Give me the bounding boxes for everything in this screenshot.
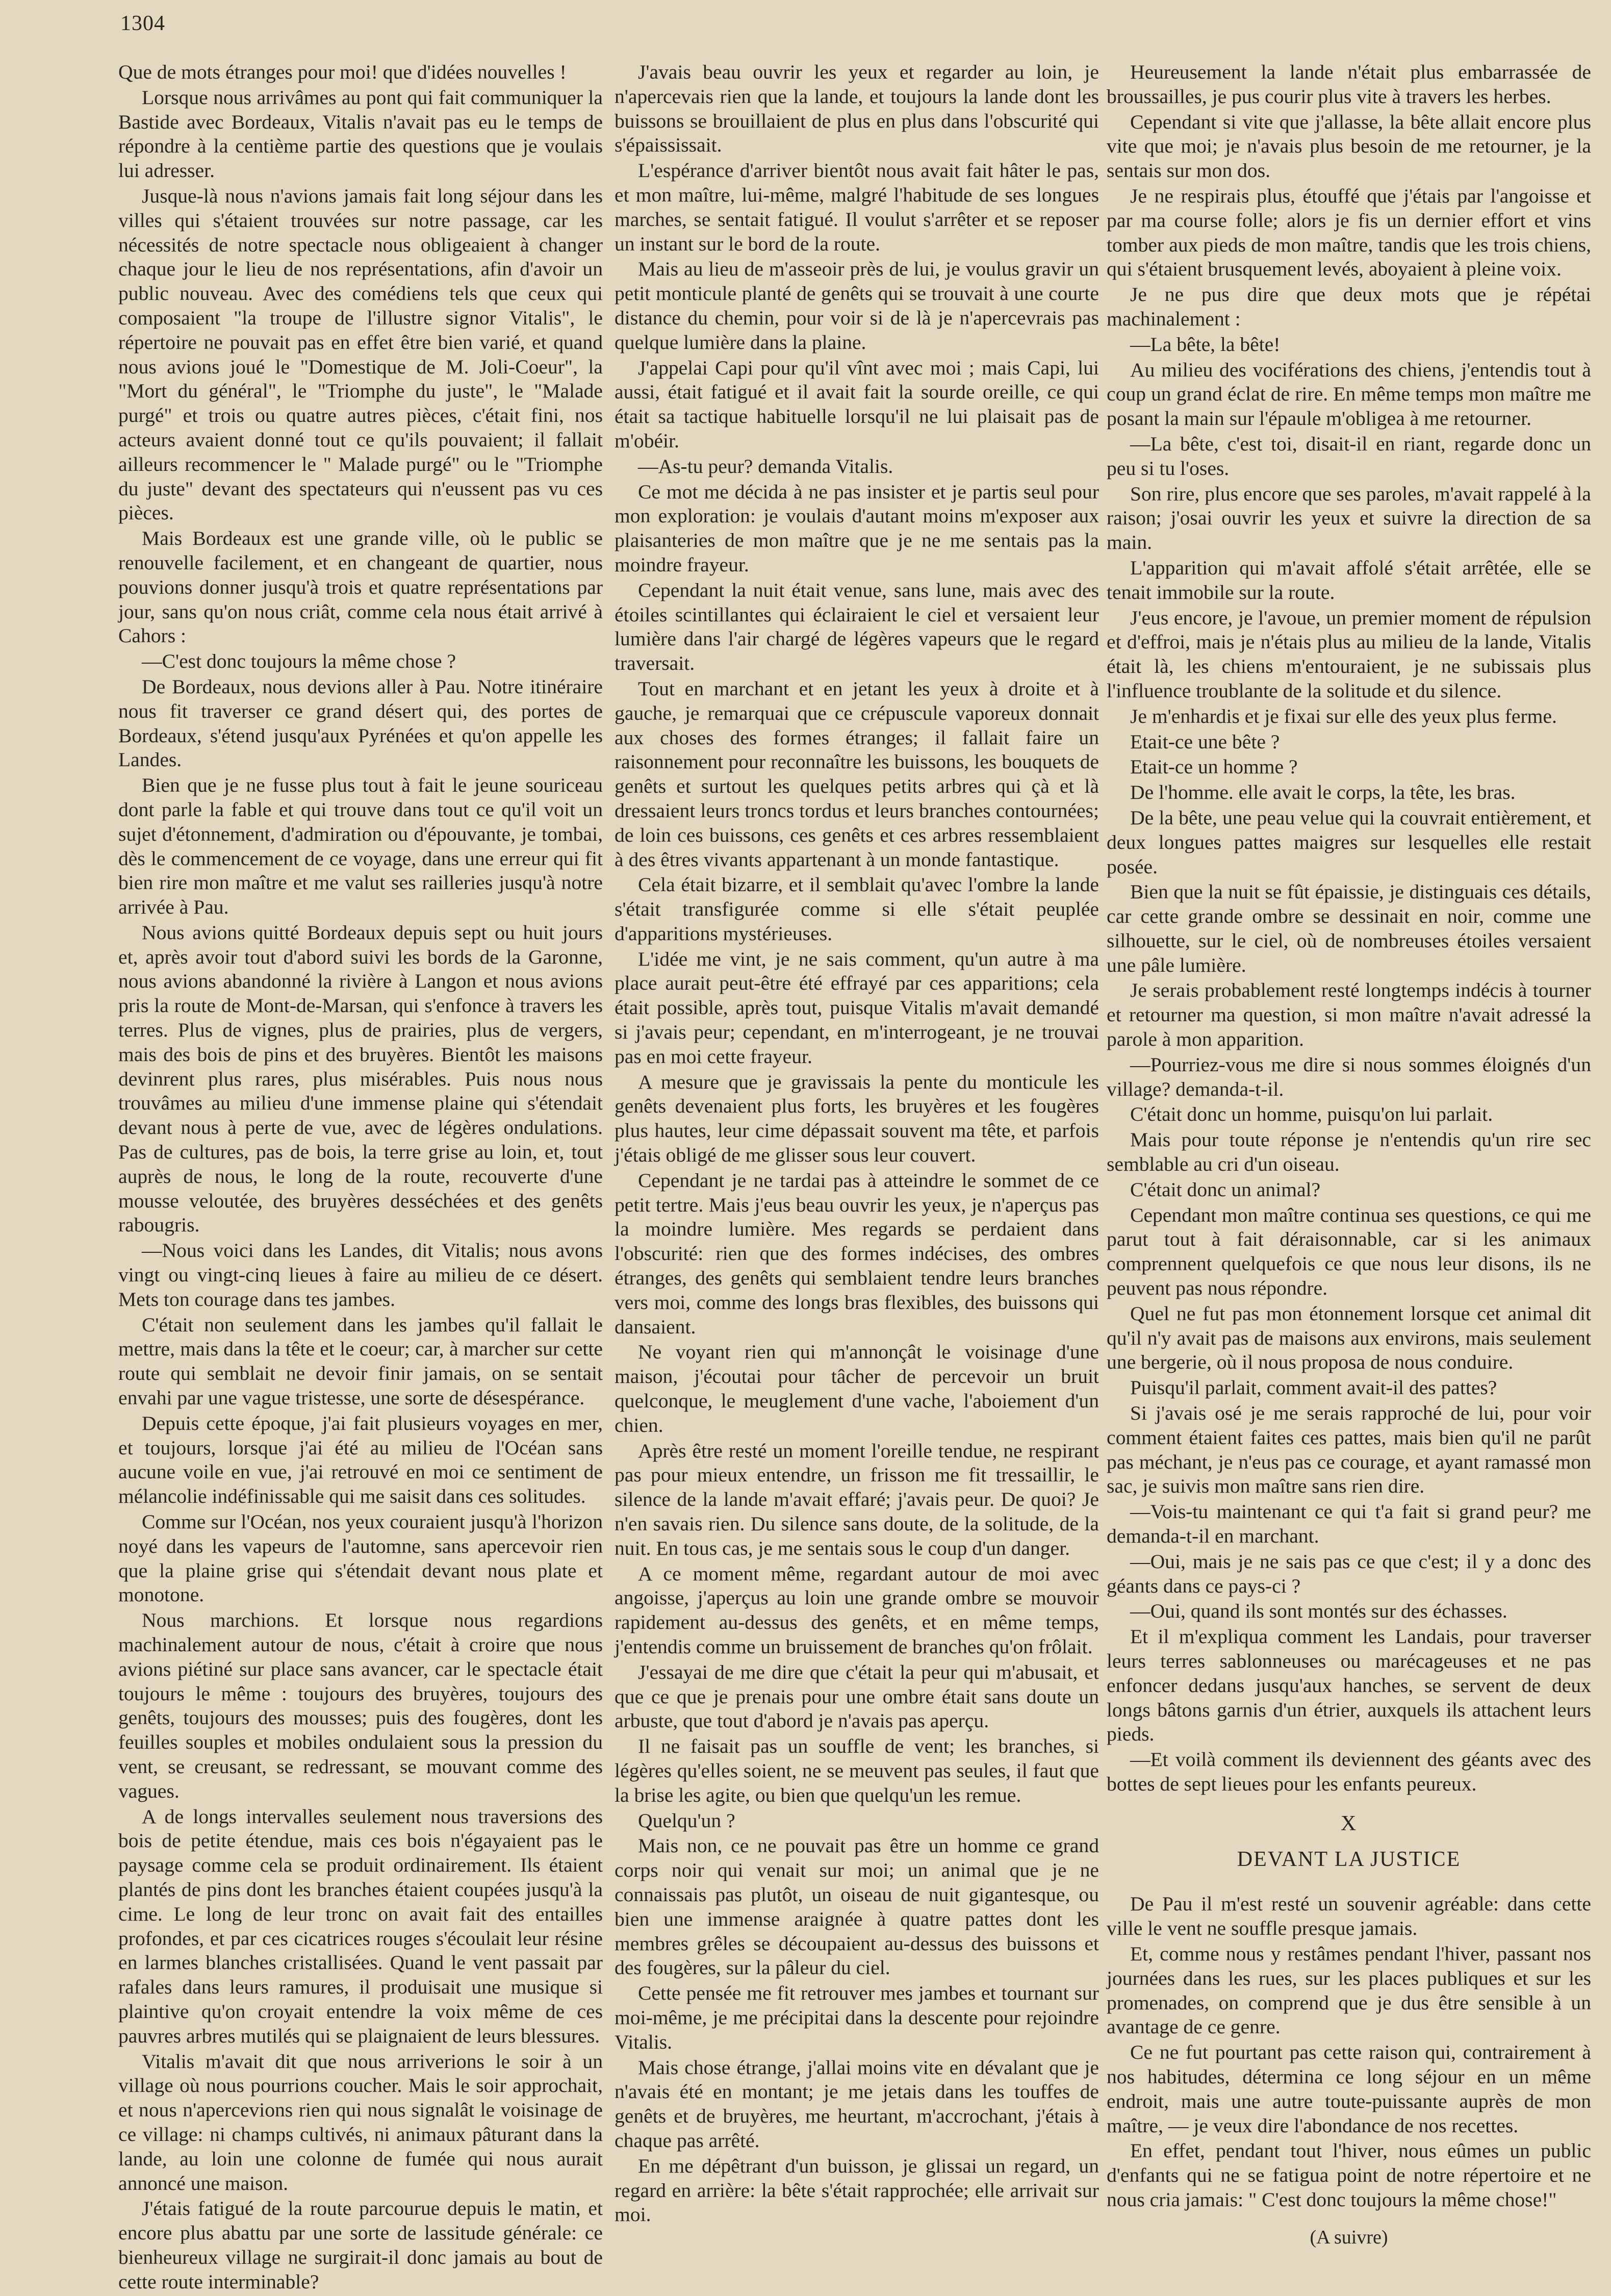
paragraph: De la bête, une peau velue qui la couvrait entièrement, et deux longues pattes maigres sur lesquelles elle restait posée. [1107, 806, 1591, 878]
paragraph: Nous marchions. Et lorsque nous regardions machinalement autour de nous, c'était à croire que nous avions piétiné sur place sans avancer, car le spectacle était toujours le même : toujours des bruyères, toujours des genêts, toujours des mousses; puis des fougères, dont les feuilles souples et mobiles ondulaient sous la pression du vent, se creusant, se redressant, se mouvant comme des vagues. [118, 1609, 603, 1802]
paragraph: L'espérance d'arriver bientôt nous avait fait hâter le pas, et mon maître, lui-même, malgré l'habitude de ses longues marches, se sentait fatigué. Il voulut s'arrêter et se reposer un instant sur le bord de la route. [615, 159, 1099, 255]
paragraph: Mais chose étrange, j'allai moins vite en dévalant que je n'avais été en montant; je me jetais dans les touffes de genêts et de bruyères, me heurtant, m'accrochant, j'étais à chaque pas arrêté. [615, 2056, 1099, 2152]
paragraph: Comme sur l'Océan, nos yeux couraient jusqu'à l'horizon noyé dans les vapeurs de l'automne, sans apercevoir rien que la plaine grise qui s'étendait devant nous plate et monotone. [118, 1510, 603, 1606]
paragraph: Je m'enhardis et je fixai sur elle des yeux plus ferme. [1130, 704, 1557, 727]
paragraph: Je ne pus dire que deux mots que je répétai machinalement : [1107, 283, 1591, 330]
paragraph: —Oui, quand ils sont montés sur des échasses. [1130, 1600, 1507, 1623]
paragraph: Que de mots étranges pour moi! que d'idées nouvelles ! [118, 61, 567, 83]
paragraph: A ce moment même, regardant autour de moi avec angoisse, j'aperçus au loin une grande ombre se mouvoir rapidement au-dessus des genêts, et en même temps, j'entendis comme un bruissement de branches qu'on frôlait. [615, 1562, 1099, 1658]
paragraph: Nous avions quitté Bordeaux depuis sept ou huit jours et, après avoir tout d'abord suivi les bords de la Garonne, nous avions abandonné la rivière à Langon et nous avions pris la route de Mont-de-Marsan, qui s'enfonce à travers les terres. Plus de vignes, plus de prairies, plus de vergers, mais des bois de pins et des bruyères. Bientôt les maisons devinrent plus rares, plus misérables. Puis nous nous trouvâmes au milieu d'une immense plaine qui s'étendait devant nous à perte de vue, avec de légères ondulations. Pas de cultures, pas de bois, la terre grise au loin, et, tout auprès de nous, le long de la route, recouverte d'une mousse veloutée, des bruyères desséchées et des genêts rabougris. [118, 921, 603, 1237]
paragraph: De l'homme. elle avait le corps, la tête, les bras. [1130, 781, 1516, 804]
paragraph: Cependant la nuit était venue, sans lune, mais avec des étoiles scintillantes qui éclairaient le ciel et versaient leur lumière dans l'air chargé de légères vapeurs que le regard traversait. [615, 578, 1099, 675]
paragraph: Heureusement la lande n'était plus embarrassée de broussailles, je pus courir plus vite à travers les herbes. [1107, 61, 1591, 108]
paragraph: —As-tu peur? demanda Vitalis. [638, 455, 893, 477]
paragraph: C'était donc un homme, puisqu'on lui parlait. [1130, 1103, 1493, 1126]
text-column-2 [615, 60, 1099, 2274]
paragraph: —Vois-tu maintenant ce qui t'a fait si grand peur? me demanda-t-il en marchant. [1107, 1500, 1591, 1548]
paragraph: Ce mot me décida à ne pas insister et je partis seul pour mon exploration: je voulais d'autant moins m'exposer aux plaisanteries de mon maître que je ne me sentais pas la moindre frayeur. [615, 480, 1099, 576]
paragraph: Je ne respirais plus, étouffé que j'étais par l'angoisse et par ma course folle; alors je fis un dernier effort et vins tomber aux pieds de mon maître, tandis que les trois chiens, qui s'étaient brusquement levés, aboyaient à pleine voix. [1107, 184, 1591, 281]
paragraph: Quel ne fut pas mon étonnement lorsque cet animal dit qu'il n'y avait pas de maisons aux environs, mais seulement une bergerie, où il nous proposa de nous conduire. [1107, 1302, 1591, 1374]
text-column-1 [118, 60, 603, 2293]
paragraph: Après être resté un moment l'oreille tendue, ne respirant pas pour mieux entendre, un frisson me fit tressaillir, le silence de la lande m'avait effaré; j'avais peur. De quoi? Je n'en savais rien. Du silence sans doute, de la solitude, de la nuit. En tous cas, je me sentais sous le coup d'un danger. [615, 1439, 1099, 1559]
paragraph: A mesure que je gravissais la pente du monticule les genêts devenaient plus forts, les bruyères et les fougères plus hautes, leur cime dépassait souvent ma tête, et parfois j'étais obligé de me glisser sous leur couvert. [615, 1070, 1099, 1167]
paragraph: C'était non seulement dans les jambes qu'il fallait le mettre, mais dans la tête et le coeur; car, à marcher sur cette route qui semblait ne devoir finir jamais, on se sentait envahi par une vague tristesse, une sorte de désespérance. [118, 1313, 603, 1409]
paragraph: Depuis cette époque, j'ai fait plusieurs voyages en mer, et toujours, lorsque j'ai été au milieu de l'Océan sans aucune voile en vue, j'ai retrouvé en moi ce sentiment de mélancolie indéfinissable qui me saisit dans ces solitudes. [118, 1411, 603, 1508]
chapter-number: X [1340, 1811, 1358, 1835]
paragraph: Jusque-là nous n'avions jamais fait long séjour dans les villes qui s'étaient trouvées sur notre passage, car les nécessités de notre spectacle nous obligeaient à changer chaque jour le lieu de nos représentations, afin d'avoir un public nouveau. Avec des comédiens tels que ceux qui composaient "la troupe de l'illustre signor Vitalis", le répertoire ne pouvait pas en effet être bien varié, et quand nous avions joué le "Domestique de M. Joli-Coeur", la "Mort du général", le "Triomphe du juste", le "Malade purgé" et trois ou quatre autres pièces, c'était fini, nos acteurs avaient donné tout ce qu'ils pouvaient; il fallait ailleurs recommencer le " Malade purgé" ou le "Triomphe du juste" devant des spectateurs qui n'eussent pas vu ces pièces. [118, 184, 603, 524]
paragraph: Cette pensée me fit retrouver mes jambes et tournant sur moi-même, je me précipitai dans la descente pour rejoindre Vitalis. [615, 1982, 1099, 2053]
paragraph: —Nous voici dans les Landes, dit Vitalis; nous avons vingt ou vingt-cinq lieues à faire au milieu de ce désert. Mets ton courage dans tes jambes. [118, 1239, 603, 1310]
paragraph: Bien que je ne fusse plus tout à fait le jeune souriceau dont parle la fable et qui trouve dans tout ce qu'il voit un sujet d'étonnement, d'admiration ou d'épouvante, je tombai, dès le commencement de ce voyage, dans une erreur qui fit bien rire mon maître et me valut ses railleries jusqu'à notre arrivée à Pau. [118, 774, 603, 919]
paragraph: De Bordeaux, nous devions aller à Pau. Notre itinéraire nous fit traverser ce grand désert qui, des portes de Bordeaux, s'étend jusqu'aux Pyrénées et qu'on appelle les Landes. [118, 675, 603, 771]
paragraph: Cependant si vite que j'allasse, la bête allait encore plus vite que moi; je n'avais plus besoin de me retourner, je la sentais sur mon dos. [1107, 110, 1591, 182]
paragraph: Cependant mon maître continua ses questions, ce qui me parut tout à fait déraisonnable, car si les animaux comprennent quelquefois ce que nous leur disons, ils ne peuvent pas nous répondre. [1107, 1203, 1591, 1300]
paragraph: Bien que la nuit se fût épaissie, je distinguais ces détails, car cette grande ombre se dessinait en noir, comme une silhouette, sur le ciel, où de nombreuses étoiles versaient une pâle lumière. [1107, 880, 1591, 976]
paragraph: Etait-ce un homme ? [1130, 755, 1298, 778]
paragraph: Vitalis m'avait dit que nous arriverions le soir à un village où nous pourrions coucher. Mais le soir approchait, et nous n'apercevions rien qui nous signalât le voisinage de ce village: ni champs cultivés, ni animaux pâturant dans la lande, au loin une colonne de fumée qui nous aurait annoncé une maison. [118, 2050, 603, 2194]
paragraph: En effet, pendant tout l'hiver, nous eûmes un public d'enfants qui ne se fatigua point de notre répertoire et ne nous cria jamais: " C'est donc toujours la même chose!" [1107, 2139, 1591, 2211]
paragraph: Il ne faisait pas un souffle de vent; les branches, si légères qu'elles soient, ne se meuvent pas seules, il faut que la brise les agite, ou bien que quelqu'un les remue. [615, 1735, 1099, 1806]
paragraph: Tout en marchant et en jetant les yeux à droite et à gauche, je remarquai que ce crépuscule vaporeux donnait aux choses des formes étranges; il fallait faire un raisonnement pour reconnaître les buissons, les bouquets de genêts et surtout les quelques petits arbres qui çà et là dressaient leurs troncs tordus et leurs branches contournées; de loin ces buissons, ces genêts et ces arbres ressemblaient à des êtres vivants appartenant à un monde fantastique. [615, 677, 1099, 871]
paragraph: Ce ne fut pourtant pas cette raison qui, contrairement à nos habitudes, détermina ce long séjour en un même endroit, mais une autre toute-puissante auprès de mon maître, — je veux dire l'abondance de nos recettes. [1107, 2041, 1591, 2137]
paragraph: A de longs intervalles seulement nous traversions des bois de petite étendue, mais ces bois n'égayaient pas le paysage comme cela se produit ordinairement. Ils étaient plantés de pins dont les branches étaient coupées jusqu'à la cime. Le long de leur tronc on avait fait des entailles profondes, et par ces cicatrices rouges s'écoulait leur résine en larmes blanches cristallisées. Quand le vent passait par rafales dans leurs ramures, il produisait une musique si plaintive qu'on croyait entendre la voix même de ces pauvres arbres mutilés qui se plaignaient de leurs blessures. [118, 1805, 603, 2047]
paragraph: C'était donc un animal? [1130, 1178, 1321, 1201]
paragraph: —La bête, c'est toi, disait-il en riant, regarde donc un peu si tu l'oses. [1107, 432, 1591, 480]
paragraph: Je serais probablement resté longtemps indécis à tourner et retourner ma question, si mon maître n'avait adressé la parole à mon apparition. [1107, 979, 1591, 1051]
paragraph: J'appelai Capi pour qu'il vînt avec moi ; mais Capi, lui aussi, était fatigué et il avait fait la sourde oreille, ce qui était sa tactique habituelle lorsqu'il ne lui plaisait pas de m'obéir. [615, 356, 1099, 452]
paragraph: Et il m'expliqua comment les Landais, pour traverser leurs terres sablonneuses ou marécageuses et ne pas enfoncer dedans jusqu'aux hanches, se servent de deux longs bâtons garnis d'un étrier, auxquels ils attachent leurs pieds. [1107, 1625, 1591, 1746]
paragraph: —Pourriez-vous me dire si nous sommes éloignés d'un village? demanda-t-il. [1107, 1053, 1591, 1100]
paragraph: Et, comme nous y restâmes pendant l'hiver, passant nos journées dans les rues, sur les places publiques et sur les promenades, on comprend que je dus être sensible à un avantage de ce genre. [1107, 1942, 1591, 2038]
paragraph: J'essayai de me dire que c'était la peur qui m'abusait, et que ce que je prenais pour une ombre était sans doute un arbuste, que tout d'abord je n'avais pas aperçu. [615, 1660, 1099, 1732]
paragraph: —Et voilà comment ils deviennent des géants avec des bottes de sept lieues pour les enfants peureux. [1107, 1748, 1591, 1795]
paragraph: Son rire, plus encore que ses paroles, m'avait rappelé à la raison; j'osai ouvrir les yeux et suivre la direction de sa main. [1107, 482, 1591, 554]
paragraph: J'étais fatigué de la route parcourue depuis le matin, et encore plus abattu par une sorte de lassitude générale: ce bienheureux village ne surgirait-il donc jamais au bout de cette route interminable? [118, 2197, 603, 2293]
paragraph: Mais au lieu de m'asseoir près de lui, je voulus gravir un petit monticule planté de genêts qui se trouvait à une courte distance du chemin, pour voir si de là je n'apercevrais pas quelque lumière dans la plaine. [615, 258, 1099, 354]
paragraph: Quelqu'un ? [638, 1809, 735, 1832]
paragraph: De Pau il m'est resté un souvenir agréable: dans cette ville le vent ne souffle presque jamais. [1107, 1893, 1591, 1940]
paragraph: —C'est donc toujours la même chose ? [142, 650, 456, 673]
paragraph: Mais pour toute réponse je n'entendis qu'un rire sec semblable au cri d'un oiseau. [1107, 1128, 1591, 1176]
paragraph: L'idée me vint, je ne sais comment, qu'un autre à ma place aurait peut-être été effrayé par ces apparitions; cela était possible, après tout, puisque Vitalis m'avait demandé si j'avais peur; cependant, en m'interrogeant, je ne trouvai pas en moi cette frayeur. [615, 947, 1099, 1068]
paragraph: Ne voyant rien qui m'annonçât le voisinage d'une maison, j'écoutai pour tâcher de percevoir un bruit quelconque, le meuglement d'une vache, l'aboiement d'un chien. [615, 1341, 1099, 1436]
paragraph: Mais Bordeaux est une grande ville, où le public se renouvelle facilement, et en changeant de quartier, nous pouvions donner jusqu'à trois et quatre représentations par jour, sans qu'on nous criât, comme cela nous était arrivé à Cahors : [118, 527, 603, 647]
paragraph: Cependant je ne tardai pas à atteindre le sommet de ce petit tertre. Mais j'eus beau ouvrir les yeux, je n'aperçus pas la moindre lumière. Mes regards se perdaient dans l'obscurité: rien que des formes indécises, des ombres étranges, des genêts qui semblaient tendre leurs branches vers moi, comme des longs bras flexibles, des buissons qui dansaient. [615, 1169, 1099, 1338]
paragraph: Au milieu des vociférations des chiens, j'entendis tout à coup un grand éclat de rire. En même temps mon maître me posant la main sur l'épaule m'obligea à me retourner. [1107, 358, 1591, 430]
paragraph: —La bête, la bête! [1130, 333, 1281, 356]
paragraph: Etait-ce une bête ? [1130, 730, 1280, 753]
paragraph: Si j'avais osé je me serais rapproché de lui, pour voir comment étaient faites ces pattes, mais bien qu'il ne parût pas méchant, je n'eus pas ce courage, et ayant ramassé mon sac, je suivis mon maître sans rien dire. [1107, 1402, 1591, 1498]
chapter-title: DEVANT LA JUSTICE [1237, 1847, 1461, 1871]
paragraph: J'avais beau ouvrir les yeux et regarder au loin, je n'apercevais rien que la lande, et toujours la lande dont les buissons se brouillaient de plus en plus dans l'obscurité qui s'épaississait. [615, 61, 1099, 157]
text-column-3 [1107, 60, 1591, 2274]
paragraph: Lorsque nous arrivâmes au pont qui fait communiquer la Bastide avec Bordeaux, Vitalis n'avait pas eu le temps de répondre à la centième partie des questions que je voulais lui adresser. [118, 86, 603, 182]
page-number: 1304 [120, 12, 165, 35]
paragraph: Puisqu'il parlait, comment avait-il des pattes? [1130, 1376, 1497, 1399]
paragraph: L'apparition qui m'avait affolé s'était arrêtée, elle se tenait immobile sur la route. [1107, 556, 1591, 603]
to-be-continued-note: (A suivre) [1310, 2226, 1388, 2248]
paragraph: —Oui, mais je ne sais pas ce que c'est; il y a donc des géants dans ce pays-ci ? [1107, 1550, 1591, 1597]
paragraph: En me dépêtrant d'un buisson, je glissai un regard, un regard en arrière: la bête s'était rapprochée; elle arrivait sur moi. [615, 2154, 1099, 2226]
paragraph: Mais non, ce ne pouvait pas être un homme ce grand corps noir qui venait sur moi; un animal que je ne connaissais pas plutôt, un oiseau de nuit gigantesque, ou bien une immense araignée à quatre pattes dont les membres grêles se découpaient au-dessus des buissons et des fougères, sur la pâleur du ciel. [615, 1834, 1099, 1979]
paragraph: J'eus encore, je l'avoue, un premier moment de répulsion et d'effroi, mais je n'étais plus au milieu de la lande, Vitalis était là, les chiens m'entouraient, je ne subissais plus l'influence troublante de la solitude et du silence. [1107, 606, 1591, 702]
paragraph: Cela était bizarre, et il semblait qu'avec l'ombre la lande s'était transfigurée comme si elle s'était peuplée d'apparitions mystérieuses. [615, 873, 1099, 945]
